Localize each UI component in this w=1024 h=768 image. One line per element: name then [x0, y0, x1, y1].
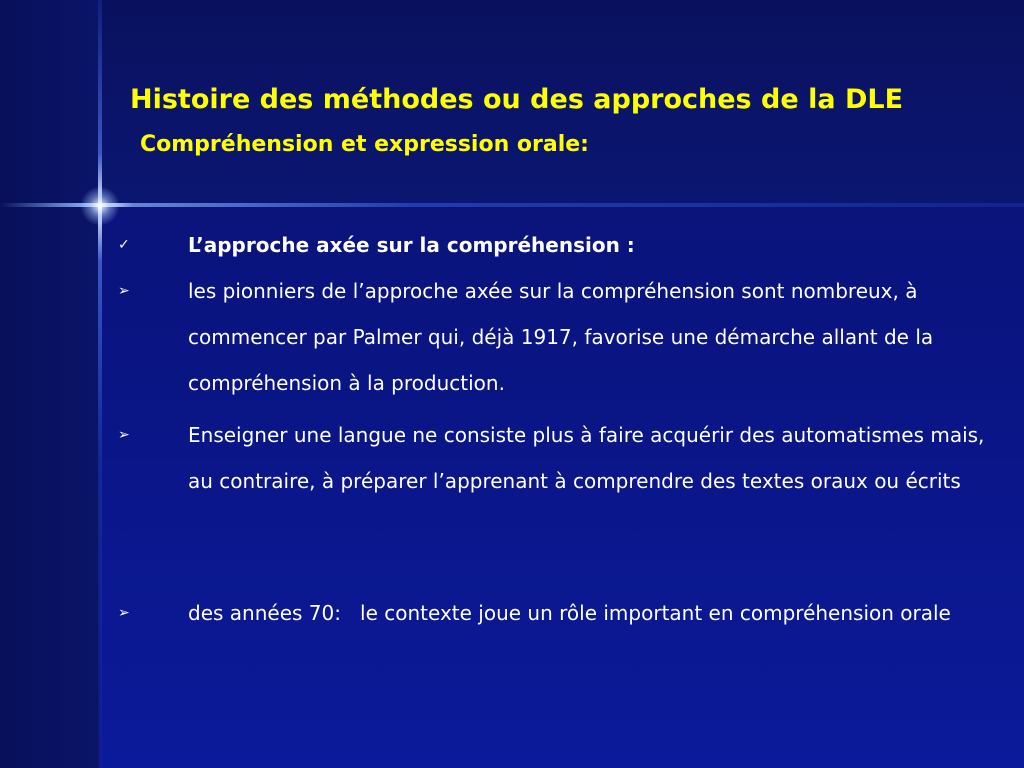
- arrowhead-icon: ➢: [118, 283, 130, 299]
- bullet-text-4: des années 70: le contexte joue un rôle important en compréhension orale: [188, 601, 951, 625]
- bullet-item-2: [118, 268, 1013, 406]
- bullet-text-1: L’approche axée sur la compréhension :: [188, 233, 635, 257]
- bullet-text-3: Enseigner une langue ne consiste plus à faire acquérir des automatismes mais, au contraire, à préparer l’apprenant à comprendre des textes oraux ou écrits: [188, 423, 985, 493]
- arrowhead-icon: ➢: [118, 427, 130, 443]
- bullet-item-3: [118, 412, 1013, 504]
- arrowhead-icon: ➢: [118, 605, 130, 621]
- slide-subtitle: Compréhension et expression orale:: [140, 132, 589, 157]
- bullet-item-4: [118, 584, 1013, 642]
- bullet-text-2: les pionniers de l’approche axée sur la compréhension sont nombreux, à commencer par Palmer qui, déjà 1917, favorise une démarche allant de la compréhension à la production.: [188, 279, 934, 395]
- bullet-item-1: [118, 222, 1013, 268]
- check-icon: ✓: [118, 237, 130, 253]
- slide-title: Histoire des méthodes ou des approches de la DLE: [130, 84, 904, 115]
